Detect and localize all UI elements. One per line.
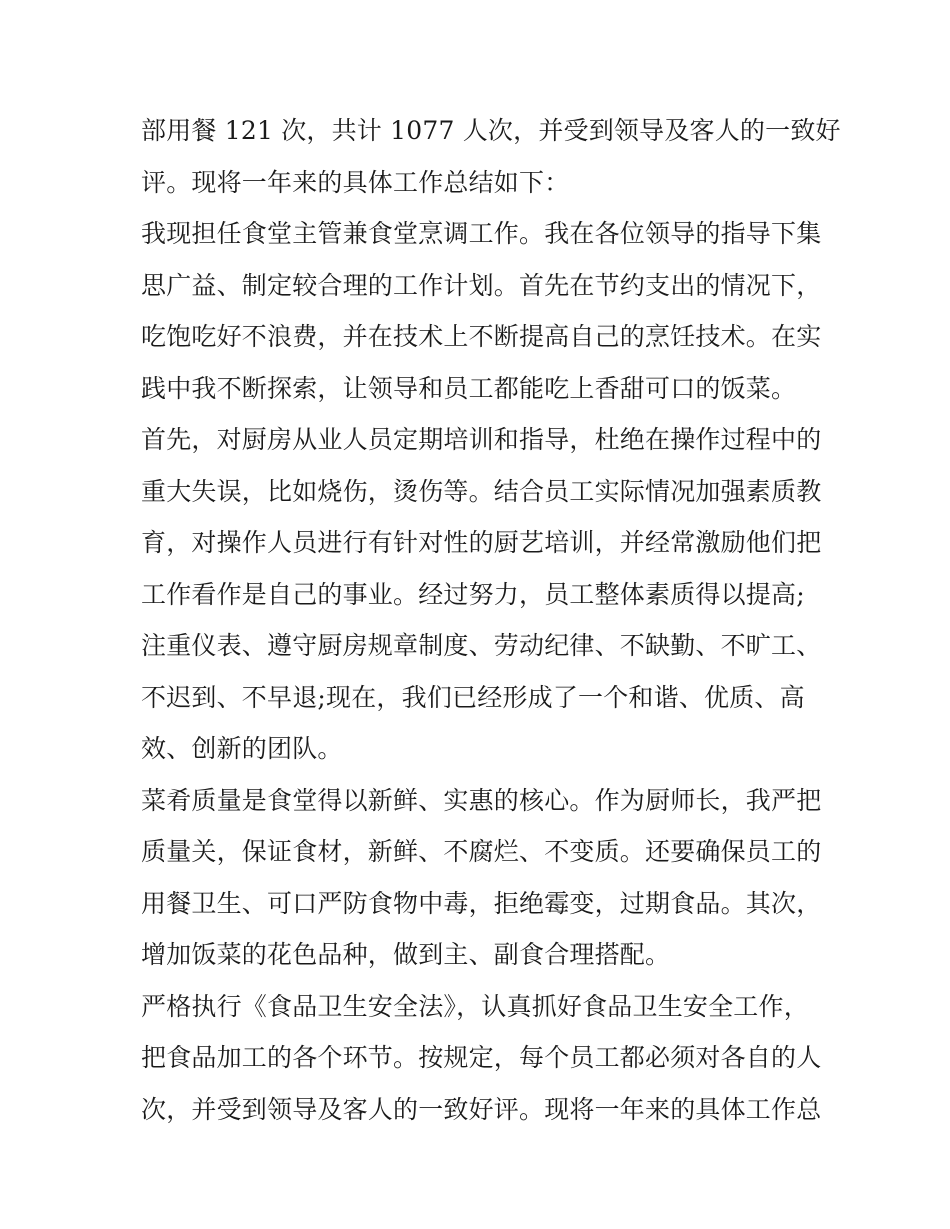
text-line: 质量关，保证食材，新鲜、不腐烂、不变质。还要确保员工的 bbox=[141, 837, 822, 866]
text-line: 思广益、制定较合理的工作计划。首先在节约支出的情况下， bbox=[141, 270, 822, 300]
document-body bbox=[141, 105, 841, 1135]
paragraph-4 bbox=[141, 775, 821, 981]
text-line: 用餐卫生、可口严防食物中毒，拒绝霉变，过期食品。其次， bbox=[141, 888, 822, 918]
text-line: 部用餐 121 次，共计 1077 人次，并受到领导及客人的一致好 bbox=[141, 116, 841, 145]
text-line: 严格执行《食品卫生安全法》，认真抓好食品卫生安全工作， bbox=[141, 991, 809, 1021]
text-line: 效、创新的团队。 bbox=[141, 734, 343, 763]
paragraph-1 bbox=[141, 105, 841, 208]
text-line: 菜肴质量是食堂得以新鲜、实惠的核心。作为厨师长，我严把 bbox=[141, 785, 822, 815]
text-line: 注重仪表、遵守厨房规章制度、劳动纪律、不缺勤、不旷工、 bbox=[141, 631, 822, 660]
text-line: 践中我不断探索，让领导和员工都能吃上香甜可口的饭菜。 bbox=[141, 373, 797, 403]
paragraph-5 bbox=[141, 981, 821, 1136]
paragraph-2 bbox=[141, 208, 821, 414]
text-line: 增加饭菜的花色品种，做到主、副食合理搭配。 bbox=[141, 940, 671, 969]
text-line: 把食品加工的各个环节。按规定，每个员工都必须对各自的人 bbox=[141, 1043, 822, 1072]
text-line: 吃饱吃好不浪费，并在技术上不断提高自己的烹饪技术。在实 bbox=[141, 322, 822, 351]
paragraph-3 bbox=[141, 414, 821, 775]
text-line: 工作看作是自己的事业。经过努力，员工整体素质得以提高; bbox=[141, 579, 805, 609]
text-line: 重大失误，比如烧伤，烫伤等。结合员工实际情况加强素质教 bbox=[141, 476, 822, 506]
text-line: 评。现将一年来的具体工作总结如下： bbox=[141, 167, 570, 197]
text-line: 不迟到、不早退;现在，我们已经形成了一个和谐、优质、高 bbox=[141, 682, 805, 712]
text-line: 首先，对厨房从业人员定期培训和指导，杜绝在操作过程中的 bbox=[141, 425, 822, 454]
text-line: 育，对操作人员进行有针对性的厨艺培训，并经常激励他们把 bbox=[141, 528, 822, 557]
text-line: 次，并受到领导及客人的一致好评。现将一年来的具体工作总 bbox=[141, 1094, 822, 1124]
text-line: 我现担任食堂主管兼食堂烹调工作。我在各位领导的指导下集 bbox=[141, 219, 822, 248]
